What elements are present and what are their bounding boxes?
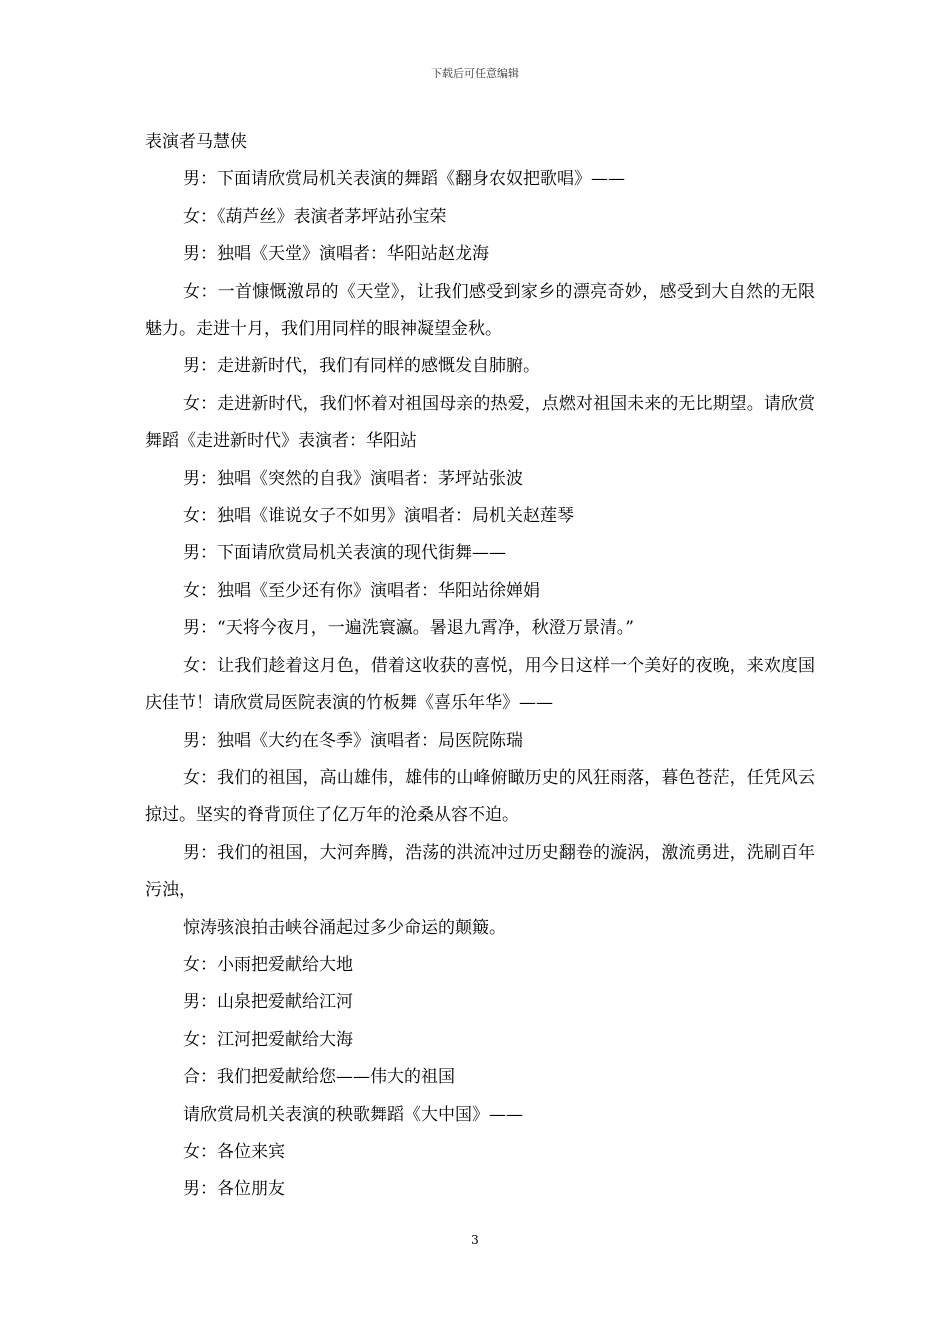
paragraph: 女：独唱《谁说女子不如男》演唱者：局机关赵莲琴 <box>183 506 574 527</box>
paragraph: 男：下面请欣赏局机关表演的舞蹈《翻身农奴把歌唱》—— <box>183 169 625 190</box>
paragraph: 女：走进新时代，我们怀着对祖国母亲的热爱，点燃对祖国未来的无比期望。请欣赏舞蹈《走进新时代》表演者：华阳站 <box>145 393 815 452</box>
paragraph: 男：独唱《大约在冬季》演唱者：局医院陈瑞 <box>183 730 523 751</box>
paragraph: 男：山泉把爱献给江河 <box>183 992 353 1013</box>
paragraph: 女：江河把爱献给大海 <box>183 1029 353 1050</box>
paragraph: 表演者马慧侠 <box>145 132 247 152</box>
document-body <box>145 124 815 1209</box>
paragraph: 女：小雨把爱献给大地 <box>183 954 353 975</box>
page-number: 3 <box>471 1233 479 1247</box>
paragraph: 女：独唱《至少还有你》演唱者：华阳站徐婵娟 <box>183 580 540 601</box>
page-header <box>0 66 950 82</box>
paragraph: 女：《葫芦丝》表演者茅坪站孙宝荣 <box>183 206 447 227</box>
paragraph: 请欣赏局机关表演的秧歌舞蹈《大中国》—— <box>183 1104 523 1125</box>
paragraph: 合：我们把爱献给您——伟大的祖国 <box>183 1067 455 1088</box>
paragraph: 女：我们的祖国，高山雄伟，雄伟的山峰俯瞰历史的风狂雨落，暮色苍茫，任凭风云掠过。坚实的脊背顶住了亿万年的沧桑从容不迫。 <box>145 767 815 826</box>
paragraph: 女：让我们趁着这月色，借着这收获的喜悦，用今日这样一个美好的夜晚，来欢度国庆佳节！请欣赏局医院表演的竹板舞《喜乐年华》—— <box>145 655 815 714</box>
paragraph: 女：一首慷慨激昂的《天堂》，让我们感受到家乡的漂亮奇妙，感受到大自然的无限魅力。走进十月，我们用同样的眼神凝望金秋。 <box>145 281 815 340</box>
paragraph: 惊涛骇浪拍击峡谷涌起过多少命运的颠簸。 <box>183 917 506 938</box>
paragraph: 男：独唱《天堂》演唱者：华阳站赵龙海 <box>183 244 489 265</box>
paragraph: 男：走进新时代，我们有同样的感慨发自肺腑。 <box>183 356 540 377</box>
page-footer <box>0 1232 950 1248</box>
paragraph: 男：各位朋友 <box>183 1179 285 1200</box>
paragraph: 男：“天将今夜月，一遍洗寰瀛。暑退九霄净，秋澄万景清。” <box>183 618 634 639</box>
paragraph: 男：独唱《突然的自我》演唱者：茅坪站张波 <box>183 468 523 489</box>
paragraph: 男：我们的祖国，大河奔腾，浩荡的洪流冲过历史翻卷的漩涡，激流勇进，洗刷百年污浊， <box>145 842 815 901</box>
header-text: 下载后可任意编辑 <box>431 67 519 80</box>
paragraph: 男：下面请欣赏局机关表演的现代街舞—— <box>183 543 506 564</box>
paragraph: 女：各位来宾 <box>183 1141 285 1162</box>
